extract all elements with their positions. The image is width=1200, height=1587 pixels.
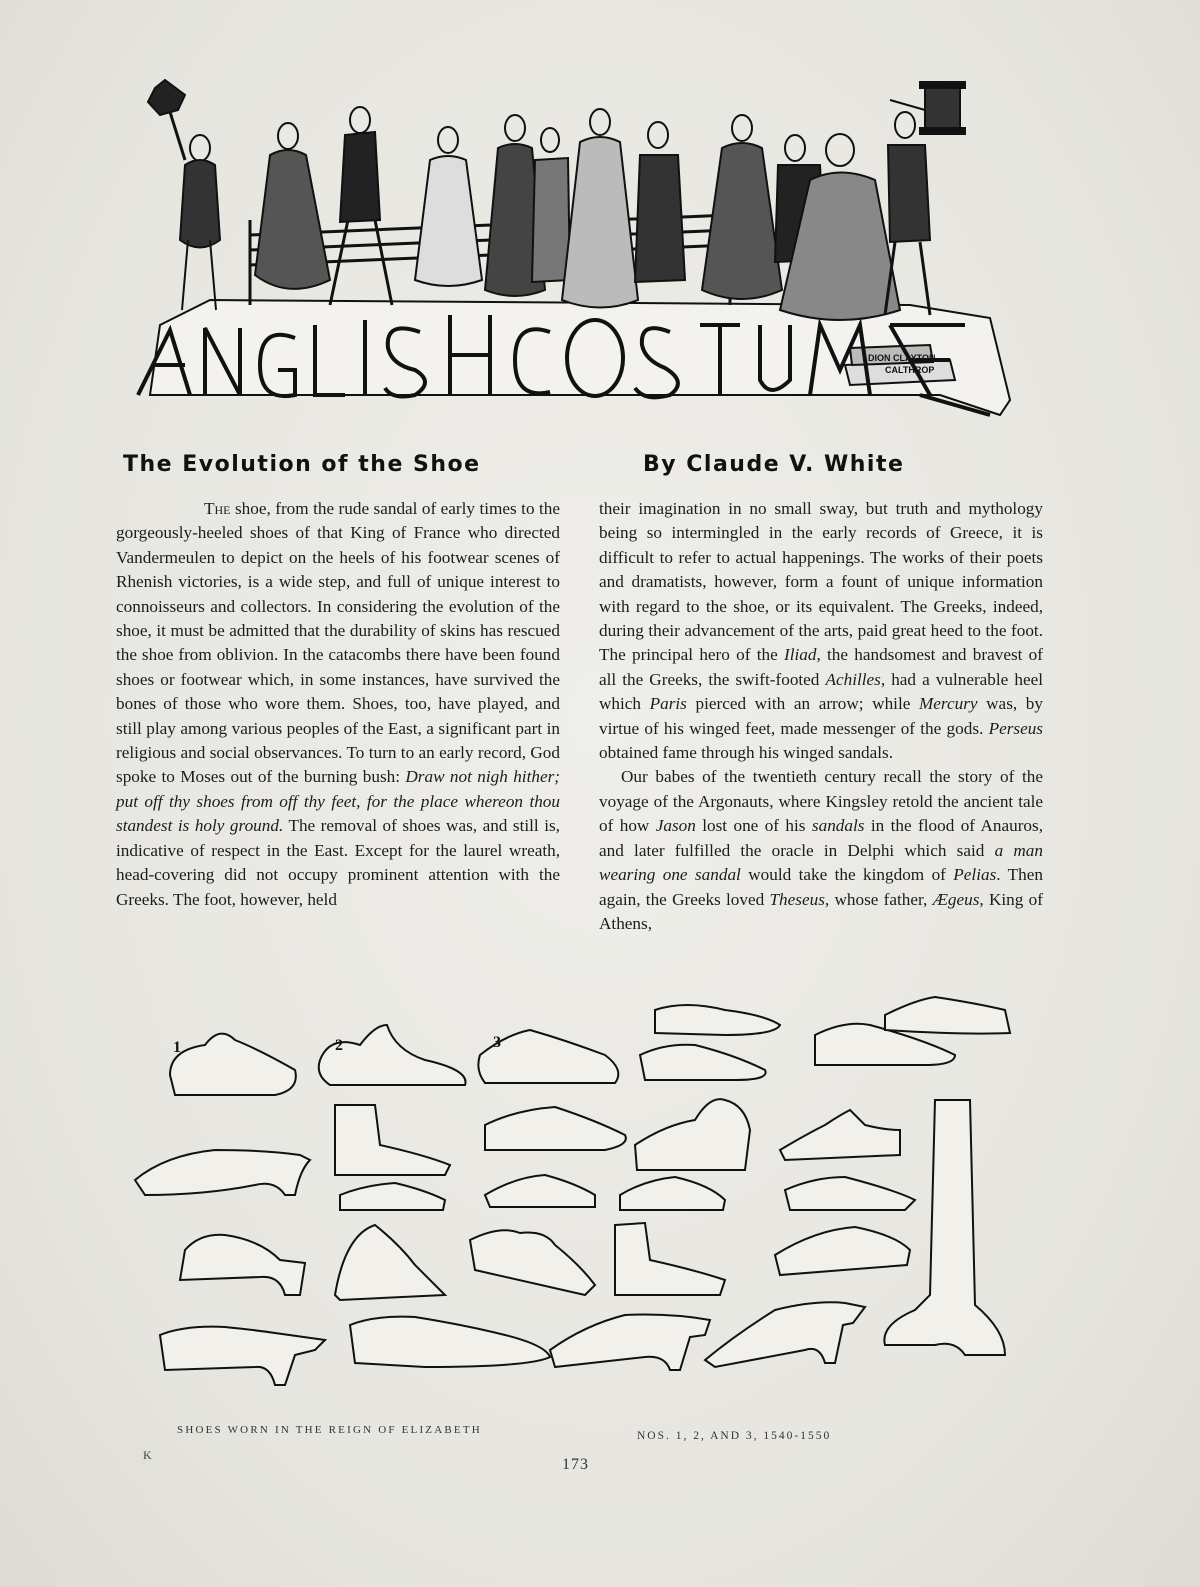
shoe-21 [775,1227,910,1275]
drop-lead-word: The [204,499,231,518]
shoe-20 [615,1223,725,1295]
tall-boot [884,1100,1005,1355]
shoe-number-2: 2 [335,1037,343,1054]
shoe-10 [485,1107,626,1150]
right-text: , King of Athens, [599,889,1043,933]
page-number: 173 [562,1456,589,1473]
italic-mercury: Mercury [918,694,978,714]
signature-mark: K [143,1448,152,1462]
shoe-7 [885,997,1010,1034]
article-left-column [116,497,560,912]
italic-paris: Paris [649,694,687,714]
right-text: , the handsomest and bravest of all the Greeks, the swift-footed [599,645,1043,689]
shoe-number-1: 1 [173,1039,181,1056]
shoe-14 [485,1175,595,1207]
left-paragraph [116,497,560,912]
right-text: , whose father, [824,889,933,909]
right-text: pierced with an arrow; while [686,694,919,714]
shoe-18 [335,1225,445,1300]
article-byline: By Claude V. White [643,452,905,477]
english-costume-banner-illustration [130,70,1030,430]
shoe-12 [780,1110,900,1160]
italic-pelias: Pelias [953,865,997,885]
left-text-b: The removal of shoes was, and still is, indicative of respect in the East. Except for the laurel wreath, head-covering did not occupy prominent attention with the Greeks. The foot, however, held [116,816,560,909]
italic-aegeus: Ægeus [932,889,980,909]
banner-signature-line2: CALTHROP [885,365,935,375]
right-paragraph-2 [599,765,1043,936]
shoe-5 [640,1045,766,1080]
banner-signature-line1: DION CLAYTON [868,353,936,363]
italic-achilles: Achilles [825,669,881,689]
shoe-23 [350,1317,550,1367]
shoe-13 [340,1183,445,1210]
shoe-25 [705,1302,865,1367]
right-text: lost one of his [695,816,812,836]
italic-sandals: sandals [811,816,865,836]
right-text: was, by virtue of his winged feet, made messenger of the gods. [599,694,1043,738]
shoe-19 [470,1230,595,1295]
italic-oracle: a man wearing one sandal [599,840,1043,885]
right-text: obtained fame through his winged sandals. [599,743,894,763]
shoe-11 [635,1099,750,1170]
right-text: , had a vulnerable heel which [599,669,1043,714]
italic-theseus: Theseus [769,889,825,909]
shoe-17 [180,1235,305,1295]
article-right-column [599,497,1043,936]
right-text: Our babes of the twentieth century recall the story of the voyage of the Argonauts, where Kingsley retold the ancient tale of how [599,767,1043,836]
illustration-caption-right: NOS. 1, 2, AND 3, 1540-1550 [637,1430,832,1442]
right-text: . Then again, the Greeks loved [599,865,1043,909]
italic-iliad: Iliad [783,645,817,665]
shoe-4 [655,1005,780,1035]
italic-jason: Jason [655,816,696,836]
illustration-caption-left: SHOES WORN IN THE REIGN OF ELIZABETH [177,1424,482,1436]
shoe-2 [319,1025,466,1085]
scripture-quote: Draw not nigh hither; put off thy shoes from off thy feet, for the place whereon thou standest is holy ground. [116,767,560,836]
italic-perseus: Perseus [988,718,1043,738]
shoe-24 [550,1315,710,1370]
article-title: The Evolution of the Shoe [123,452,481,477]
shoe-22 [160,1327,325,1385]
shoe-15 [620,1177,725,1210]
right-paragraph-1 [599,497,1043,765]
shoe-16 [785,1177,915,1210]
right-text: in the flood of Anauros, and later fulfilled the oracle in Delphi which said [599,816,1044,860]
shoe-9 [335,1105,450,1175]
right-text: their imagination in no small sway, but truth and mythology being so intermingled in the early records of Greece, it is difficult to refer to actual happenings. The works of their poets and dramatists, however, form a fount of unique information with regard to the shoe, or its equivalent. The Greeks, indeed, during their advancement of the arts, paid great heed to the foot. The principal hero of the [599,499,1043,665]
elizabethan-shoes-illustration [125,995,1035,1405]
shoe-number-3: 3 [493,1034,501,1051]
right-text: would take the kingdom of [740,865,954,885]
shoe-1 [170,1034,296,1095]
left-text-a: shoe, from the rude sandal of early times to the gorgeously-heeled shoes of that King of France who directed Vandermeulen to depict on the heels of his footwear scenes of Rhenish victories, is a wide step, and full of unique interest to connoisseurs and collectors. In considering the evolution of the shoe, it must be admitted that the durability of skins has rescued the shoe from oblivion. In the catacombs there have been found shoes or footwear which, in some instances, have survived the bones of those who wore them. Shoes, too, have played, and still play among various peoples of the East, a significant part in religious and social observances. To turn to an early record, God spoke to Moses out of the burning bush: [116,499,560,787]
shoe-8 [135,1150,310,1195]
